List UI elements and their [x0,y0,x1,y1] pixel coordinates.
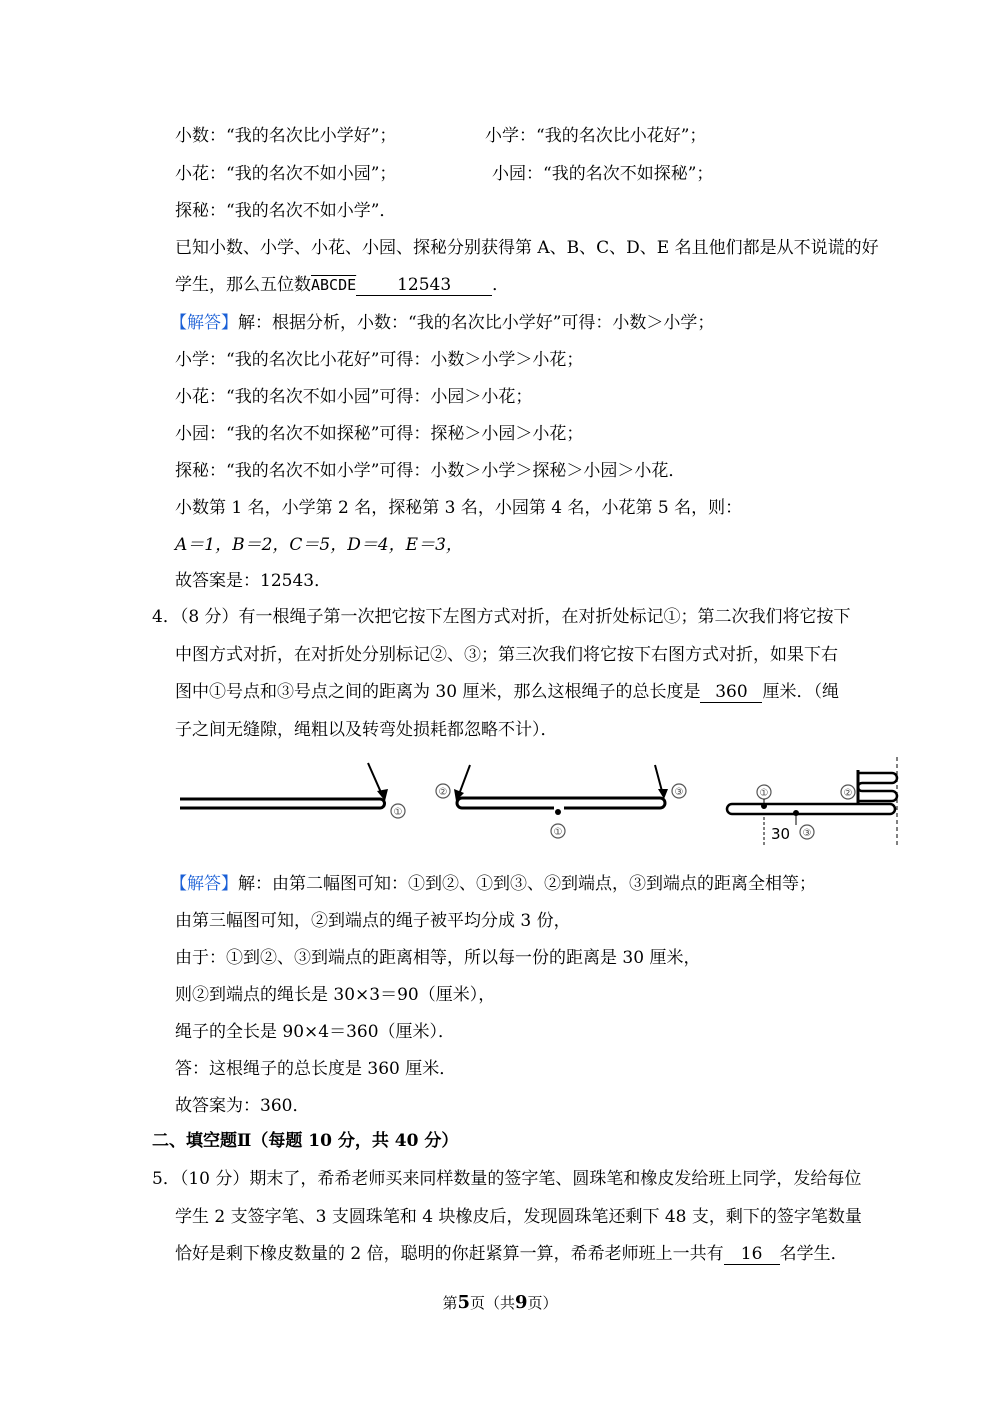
q3-statement-3: 小花：“我的名次不如小园”； [175,164,397,184]
distance-30-label: 30 [771,825,791,843]
q4-solution-line-2: 由第三幅图可知，②到端点的绳子被平均分成 3 份， [175,911,571,931]
q4-line-1: 4．（8 分）有一根绳子第一次把它按下左图方式对折，在对折处标记①；第二次我们将它按下 [152,607,851,627]
q5-line-1: 5．（10 分）期末了，希希老师买来同样数量的签字笔、圆珠笔和橡皮发给班上同学，发给每位 [152,1169,862,1189]
section-heading: 二、填空题Ⅱ（每题 10 分，共 40 分） [152,1131,459,1151]
q4-solution-text: 解：由第二幅图可知：①到②、①到③、②到端点，③到端点的距离全相等； [238,874,816,894]
q3-overline-number: ABCDE [311,276,357,294]
q3-statement-4: 小园：“我的名次不如探秘”； [492,164,714,184]
mark-3-label: ③ [674,787,684,798]
q4-line-4: 子之间无缝隙，绳粗以及转弯处损耗都忽略不计）． [175,720,558,740]
footer-post: 页） [527,1294,558,1312]
q3-known-text: 学生，那么五位数 [175,275,311,295]
rope-figure-right [727,757,897,847]
rope-fold-figures [0,755,1000,850]
q4-line-2: 中图方式对折，在对折处分别标记②、③；第三次我们将它按下右图方式对折，如果下右 [175,645,838,665]
footer-pre: 第 [442,1294,458,1312]
q4-solution-line-3: 由于：①到②、③到端点的距离相等，所以每一份的距离是 30 厘米， [175,948,701,968]
q5-line-3-text: 恰好是剩下橡皮数量的 2 倍，聪明的你赶紧算一算，希希老师班上一共有 [175,1244,724,1264]
mark-3c-label: ③ [802,828,812,839]
footer-page-number: 5 [457,1292,470,1313]
q3-solution-text: 解：根据分析，小数：“我的名次比小学好”可得：小数＞小学； [238,313,715,333]
page-footer [0,1292,1000,1313]
q5-line-2: 学生 2 支签字笔、3 支圆珠笔和 4 块橡皮后，发现圆珠笔还剩下 48 支，剩下的签字笔数量 [175,1207,862,1227]
mark-2c-label: ② [843,788,853,799]
q3-statement-2: 小学：“我的名次比小花好”； [485,126,707,146]
mark-1c-label: ① [759,788,769,799]
q5-answer-blank: 16 [724,1244,780,1265]
rope-figure-left [180,763,405,818]
mark-2-label: ② [438,787,448,798]
q4-solution-line-4: 则②到端点的绳长是 30×3＝90（厘米）， [175,985,496,1005]
q3-solution-line-2: 小学：“我的名次比小花好”可得：小数＞小学＞小花； [175,350,584,370]
q3-solution-line-3: 小花：“我的名次不如小园”可得：小园＞小花； [175,387,533,407]
q3-solution-line-7: A＝1，B＝2，C＝5，D＝4，E＝3， [175,535,463,555]
q3-solution-line-4: 小园：“我的名次不如探秘”可得：探秘＞小园＞小花； [175,424,584,444]
q3-solution-line-8: 故答案是：12543． [175,571,332,591]
q4-solution-line-5: 绳子的全长是 90×4＝360（厘米）． [175,1022,456,1042]
q4-line-3-tail: 厘米．（绳 [762,682,839,702]
q3-known-line-2 [175,273,509,297]
q3-answer-blank: 12543 [356,275,492,296]
q4-line-3-text: 图中①号点和③号点之间的距离为 30 厘米，那么这根绳子的总长度是 [175,682,701,702]
q3-solution-line-6: 小数第 1 名，小学第 2 名，探秘第 3 名，小园第 4 名，小花第 5 名，则： [175,498,743,518]
rope-figure-middle [436,765,686,838]
q3-solution-tag: 【解答】 [170,313,238,333]
q5-line-3 [175,1242,848,1266]
q4-solution-line-1 [170,872,816,896]
mark-1-label: ① [393,807,403,818]
q3-solution-line-5: 探秘：“我的名次不如小学”可得：小数＞小学＞探秘＞小园＞小花． [175,461,686,481]
mark-1b-label: ① [553,827,563,838]
footer-total-pages: 9 [515,1292,528,1313]
q3-known-line-1: 已知小数、小学、小花、小园、探秘分别获得第 A、B、C、D、E 名且他们都是从不说谎的好 [175,238,879,258]
q4-line-3 [175,680,839,704]
footer-mid: 页（共 [469,1294,515,1312]
q3-statement-5: 探秘：“我的名次不如小学”． [175,201,397,221]
q4-solution-line-7: 故答案为：360． [175,1096,310,1116]
q5-line-3-tail: 名学生． [779,1244,848,1264]
q4-solution-tag: 【解答】 [170,874,238,894]
q4-solution-line-6: 答：这根绳子的总长度是 360 厘米． [175,1059,457,1079]
q3-period: ． [492,275,510,295]
q3-solution-line-1 [170,311,714,335]
q3-statement-1: 小数：“我的名次比小学好”； [175,126,397,146]
q4-answer-blank: 360 [700,682,762,703]
